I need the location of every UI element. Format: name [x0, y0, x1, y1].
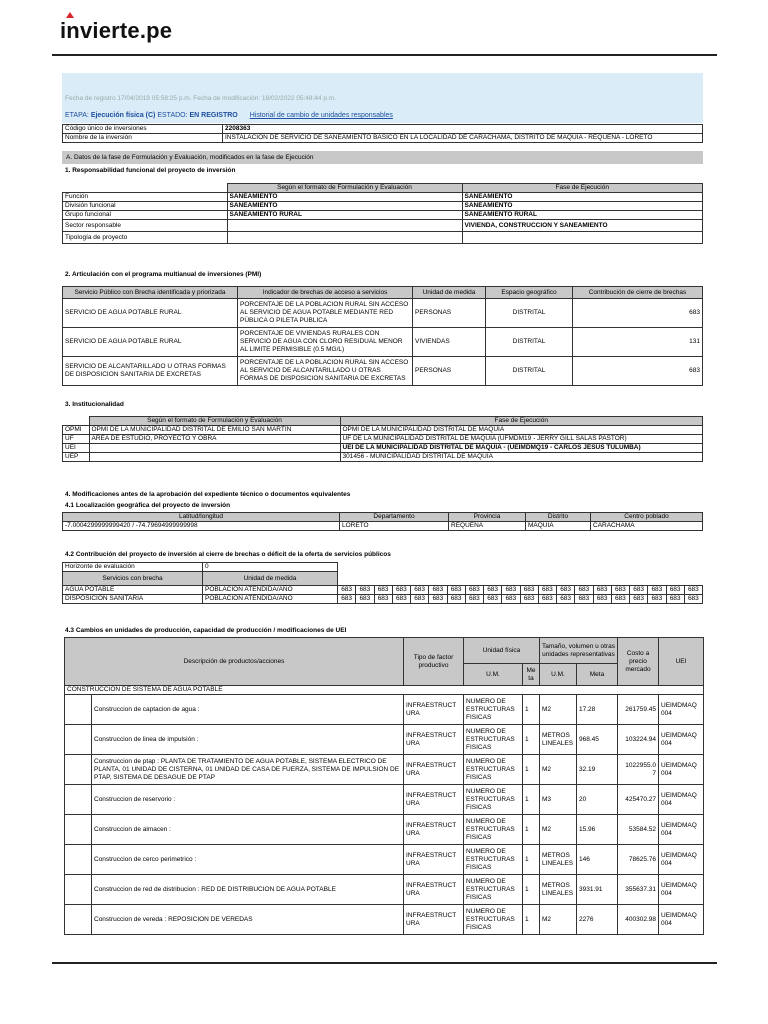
- table-row: SERVICIO DE AGUA POTABLE RURAL PORCENTAJE DE LA POBLACION RURAL SIN ACCESO AL SERVICIO DE AGUA POTABLE MEDIANTE RED PÚBLICA O PILETA PUBLICA PERSONAS DISTRITAL 683: [63, 299, 703, 328]
- brecha-value-cell: 683: [575, 595, 593, 604]
- product-row: [65, 785, 704, 815]
- status-value: EN REGISTRO: [189, 112, 238, 119]
- brecha-value-cell: 683: [575, 586, 593, 595]
- size-goal: 17.28: [577, 695, 618, 725]
- market-cost: 103224.94: [618, 725, 659, 755]
- brecha-value-cell: 683: [392, 586, 410, 595]
- gap-contribution-table: Horizonte de evaluación 0 Servicios con brecha Unidad de medida AGUA POTABLE POBLACION ATENDIDA/AÑO 683 683 683 683 683 683 683 683 683 683 683 683 683 683 683 683 683 683 683 683 DISPOSICIÓN SANITARIA POBLACION ATENDIDA/AÑO 683 683 683 683 683 683 683 683 683 683 683 683 683 683 683 683 683 683 683 683: [62, 562, 703, 604]
- location-table: Latitud/longitud Departamento Provincia Distrito Centro poblado -7.0004299999999420 / -74.79694999999998 LORETO REQUENA MAQUIA CARACHAMA: [62, 512, 703, 531]
- product-row: [65, 725, 704, 755]
- table-row: -7.0004299999999420 / -74.79694999999998 LORETO REQUENA MAQUIA CARACHAMA: [63, 522, 703, 531]
- product-row: [65, 755, 704, 785]
- top-divider: [52, 54, 717, 56]
- physical-unit: NUMERO DE ESTRUCTURAS FISICAS: [464, 755, 523, 785]
- brecha-value-cell: 683: [338, 595, 356, 604]
- market-cost: 1022955.0 7: [618, 755, 659, 785]
- functional-table: Según el formato de Formulación y Evaluación Fase de Ejecución Función SANEAMIENTO SANEAMIENTO División funcional SANEAMIENTO SANEAMIENTO Grupo funcional SANEAMIENTO RURAL SANEAMIENTO RURAL Sector responsable VIVIENDA, CONSTRUCCION Y SANEAMIENTO Tipología de proyecto: [62, 183, 703, 244]
- physical-unit: NUMERO DE ESTRUCTURAS FISICAS: [464, 845, 523, 875]
- market-cost: 261759.45: [618, 695, 659, 725]
- s2-title: 2. Articulación con el programa multianual de inversiones (PMI): [65, 271, 262, 278]
- table-row: SERVICIO DE ALCANTARILLADO U OTRAS FORMAS DE DISPOSICION SANITARIA DE EXCRETAS PORCENTAJE DE LA POBLACION RURAL SIN ACCESO AL SERVICIO DE ALCANTARILLADO U OTRAS FORMAS DE DISPOSICION SANITARIA DE EXCRETAS PERSONAS DISTRITAL 683: [63, 357, 703, 386]
- physical-unit: NUMERO DE ESTRUCTURAS FISICAS: [464, 785, 523, 815]
- brecha-value-cell: 683: [356, 595, 374, 604]
- physical-goal: 1: [523, 785, 540, 815]
- size-unit: M2: [540, 905, 577, 935]
- product-group: CONSTRUCCION DE SISTEMA DE AGUA POTABLE: [65, 686, 704, 695]
- brecha-value-cell: 683: [557, 595, 575, 604]
- physical-goal: 1: [523, 815, 540, 845]
- s42-title: 4.2 Contribución del proyecto de inversión al cierre de brechas o déficit de la oferta de servicios públicos: [65, 551, 391, 558]
- spacer: [65, 785, 92, 815]
- factor-type: INFRAESTRUCT URA: [404, 905, 464, 935]
- brecha-value-cell: 683: [666, 595, 684, 604]
- brecha-value-cell: 683: [447, 586, 465, 595]
- physical-unit: NUMERO DE ESTRUCTURAS FISICAS: [464, 695, 523, 725]
- physical-unit: NUMERO DE ESTRUCTURAS FISICAS: [464, 875, 523, 905]
- factor-type: INFRAESTRUCT URA: [404, 725, 464, 755]
- spacer: [65, 875, 92, 905]
- brecha-value-cell: 683: [429, 595, 447, 604]
- size-goal: 968.45: [577, 725, 618, 755]
- brecha-value-cell: 683: [356, 586, 374, 595]
- spacer: [65, 755, 92, 785]
- brecha-value-cell: 683: [684, 586, 702, 595]
- spacer: [65, 725, 92, 755]
- invierte-logo: invierte.pe: [60, 18, 172, 44]
- size-goal: 2276: [577, 905, 618, 935]
- brecha-value-cell: 683: [374, 586, 392, 595]
- spacer: [65, 815, 92, 845]
- s3-title: 3. Institucionalidad: [65, 401, 124, 408]
- table-row: Sector responsable VIVIENDA, CONSTRUCCION Y SANEAMIENTO: [63, 220, 703, 232]
- physical-goal: 1: [523, 875, 540, 905]
- brecha-value-cell: 683: [630, 586, 648, 595]
- market-cost: 53584.52: [618, 815, 659, 845]
- brecha-value-cell: 683: [502, 595, 520, 604]
- table-row: UEP 301456 - MUNICIPALIDAD DISTRITAL DE MAQUIA: [63, 453, 703, 462]
- product-description: Construccion de linea de impulsión :: [92, 725, 404, 755]
- factor-type: INFRAESTRUCT URA: [404, 815, 464, 845]
- brecha-value-cell: 683: [465, 586, 483, 595]
- size-unit: METROS LINEALES: [540, 875, 577, 905]
- s43-title: 4.3 Cambios en unidades de producción, capacidad de producción / modificaciones de UEI: [65, 627, 347, 634]
- uei-code: UEIMDMAQ 004: [659, 905, 704, 935]
- product-description: Construccion de vereda : REPOSICION DE VEREDAS: [92, 905, 404, 935]
- s41-title: 4.1 Localización geográfica del proyecto de inversión: [65, 502, 231, 509]
- physical-unit: NUMERO DE ESTRUCTURAS FISICAS: [464, 905, 523, 935]
- product-description: Construccion de captacion de agua :: [92, 695, 404, 725]
- brecha-value-cell: 683: [520, 586, 538, 595]
- investment-name: INSTALACION DE SERVICIO DE SANEAMIENTO BASICO EN LA LOCALIDAD DE CARACHAMA, DISTRITO DE MAQUIA - REQUENA - LORETO: [223, 134, 703, 143]
- brecha-value-cell: 683: [484, 586, 502, 595]
- table-row: SERVICIO DE AGUA POTABLE RURAL PORCENTAJE DE VIVIENDAS RURALES CON SERVICIO DE AGUA CON CLORO RESIDUAL MENOR AL LIMITE PERMISIBLE (0.5 MG/L) VIVIENDAS DISTRITAL 131: [63, 328, 703, 357]
- size-unit: M2: [540, 755, 577, 785]
- investment-code: 2208363: [223, 125, 703, 134]
- brecha-value-cell: 683: [557, 586, 575, 595]
- physical-goal: 1: [523, 695, 540, 725]
- brecha-value-cell: 683: [338, 586, 356, 595]
- market-cost: 78625.76: [618, 845, 659, 875]
- brecha-value-cell: 683: [392, 595, 410, 604]
- factor-type: INFRAESTRUCT URA: [404, 875, 464, 905]
- brecha-value-cell: 683: [374, 595, 392, 604]
- brecha-value-cell: 683: [538, 586, 556, 595]
- table-row: Función SANEAMIENTO SANEAMIENTO: [63, 193, 703, 202]
- physical-unit: NUMERO DE ESTRUCTURAS FISICAS: [464, 725, 523, 755]
- spacer: [65, 905, 92, 935]
- brecha-value-cell: 683: [447, 595, 465, 604]
- table-row: Grupo funcional SANEAMIENTO RURAL SANEAMIENTO RURAL: [63, 211, 703, 220]
- product-description: Construccion de cerco perimetrico :: [92, 845, 404, 875]
- registration-dates: Fecha de registro 17/04/2019 05:58:25 p.m. Fecha de modificación: 18/02/2022 05:48:44 p.m.: [65, 95, 337, 102]
- brecha-value-cell: 683: [648, 595, 666, 604]
- history-link[interactable]: Historial de cambio de unidades responsables: [249, 112, 393, 119]
- uei-code: UEIMDMAQ 004: [659, 695, 704, 725]
- brecha-value-cell: 683: [611, 595, 629, 604]
- brecha-value-cell: 683: [429, 586, 447, 595]
- size-goal: 3931.91: [577, 875, 618, 905]
- physical-goal: 1: [523, 845, 540, 875]
- brecha-value-cell: 683: [630, 595, 648, 604]
- physical-goal: 1: [523, 905, 540, 935]
- size-goal: 15.96: [577, 815, 618, 845]
- brecha-value-cell: 683: [484, 595, 502, 604]
- brecha-value-cell: 683: [593, 586, 611, 595]
- s4-title: 4. Modificaciones antes de la aprobación del expediente técnico o documentos equivalentes: [65, 491, 351, 498]
- brecha-value-cell: 683: [684, 595, 702, 604]
- brecha-value-cell: 683: [465, 595, 483, 604]
- table-row: Tipología de proyecto: [63, 232, 703, 244]
- market-cost: 355637.31: [618, 875, 659, 905]
- production-table: Descripción de productos/acciones Tipo de factor productivo Unidad física Tamaño, volumen u otras unidades representativas Costo a precio mercado UEI U.M. Me ta U.M. Meta CONSTRUCCION DE SISTEMA DE AGUA POTABLE Construccion de captacion de agua : INFRAESTRUCT URA NUMERO DE ESTRUCTURAS FISICAS 1 M2 17.28 261759.45 UEIMDMAQ 004 Construccion de linea de impulsión : INFRAESTRUCT URA NUMERO DE ESTRUCTURAS FISICAS 1 METROS LINEALES 968.45 103224.94 UEIMDMAQ 004 Construccion de ptap : PLANTA DE TRATAMIENTO DE AGUA POTABLE, SISTEMA ELECTRICO DE PLANTA, 01 UNIDAD DE CISTERNA, 01 UNIDAD DE CASA DE FUERZA, SISTEMA DE IMPULSION DE PTAP, SISTEMA DE DESAGUE DE PTAP INFRAESTRUCT URA NUMERO DE ESTRUCTURAS FISICAS 1 M2 32.19 1022955.0 7 UEIMDMAQ 004 Construccion de reservorio : INFRAESTRUCT URA NUMERO DE ESTRUCTURAS FISICAS 1 M3 20 425470.27 UEIMDMAQ 004 Construccion de almacen : INFRAESTRUCT URA NUMERO DE ESTRUCTURAS FISICAS 1 M2 15.96 53584.52 UEIMDMAQ 004 Construccion de cerco perimetrico : INFRAESTRUCT URA NUMERO DE ESTRUCTURAS FISICAS 1 METROS LINEALES 146 78625.76 UEIMDMAQ 004 Construccion de red de distribucion : RED DE DISTRIBUCION DE AGUA POTABLE INFRAESTRUCT URA NUMERO DE ESTRUCTURAS FISICAS 1 METROS LINEALES 3931.91 355637.31 UEIMDMAQ 004 Construccion de vereda : REPOSICION DE VEREDAS INFRAESTRUCT URA NUMERO DE ESTRUCTURAS FISICAS 1 M2 2276 400302.98 UEIMDMAQ 004: [64, 637, 704, 935]
- market-cost: 425470.27: [618, 785, 659, 815]
- brecha-value-cell: 683: [593, 595, 611, 604]
- brecha-value-cell: 683: [411, 586, 429, 595]
- uei-code: UEIMDMAQ 004: [659, 845, 704, 875]
- physical-unit: NUMERO DE ESTRUCTURAS FISICAS: [464, 815, 523, 845]
- pmi-table: Servicio Público con Brecha identificada y priorizada Indicador de brechas de acceso a servicios Unidad de medida Espacio geográfico Contribución de cierre de brechas SERVICIO DE AGUA POTABLE RURAL PORCENTAJE DE LA POBLACION RURAL SIN ACCESO AL SERVICIO DE AGUA POTABLE MEDIANTE RED PÚBLICA O PILETA PUBLICA PERSONAS DISTRITAL 683 SERVICIO DE AGUA POTABLE RURAL PORCENTAJE DE VIVIENDAS RURALES CON SERVICIO DE AGUA CON CLORO RESIDUAL MENOR AL LIMITE PERMISIBLE (0.5 MG/L) VIVIENDAS DISTRITAL 131 SERVICIO DE ALCANTARILLADO U OTRAS FORMAS DE DISPOSICION SANITARIA DE EXCRETAS PORCENTAJE DE LA POBLACION RURAL SIN ACCESO AL SERVICIO DE ALCANTARILLADO U OTRAS FORMAS DE DISPOSICION SANITARIA DE EXCRETAS PERSONAS DISTRITAL 683: [62, 286, 703, 386]
- brecha-value-cell: 683: [411, 595, 429, 604]
- size-unit: METROS LINEALES: [540, 845, 577, 875]
- table-row: DISPOSICIÓN SANITARIA POBLACION ATENDIDA/AÑO 683 683 683 683 683 683 683 683 683 683 683 683 683 683 683 683 683 683 683 683: [63, 595, 703, 604]
- institutional-table: Según el formato de Formulación y Evaluación Fase de Ejecución OPMI OPMI DE LA MUNICIPALIDAD DISTRITAL DE EMILIO SAN MARTIN OPMI DE LA MUNICIPALIDAD DISTRITAL DE MAQUIA UF AREA DE ESTUDIO, PROYECTO Y OBRA UF DE LA MUNICIPALIDAD DISTRITAL DE MAQUIA (UFMDM19 - JERRY GILL SALAS PASTOR) UEI UEI DE LA MUNICIPALIDAD DISTRITAL DE MAQUIA - (UEIMDMQ19 - CARLOS JESUS TULUMBA) UEP 301456 - MUNICIPALIDAD DISTRITAL DE MAQUIA: [62, 416, 703, 462]
- size-goal: 20: [577, 785, 618, 815]
- brecha-value-cell: 683: [611, 586, 629, 595]
- uei-code: UEIMDMAQ 004: [659, 815, 704, 845]
- section-a-title: A. Datos de la fase de Formulación y Evaluación, modificados en la fase de Ejecución: [62, 151, 703, 164]
- brecha-value-cell: 683: [648, 586, 666, 595]
- size-unit: M2: [540, 815, 577, 845]
- product-row: [65, 815, 704, 845]
- physical-goal: 1: [523, 725, 540, 755]
- physical-goal: 1: [523, 755, 540, 785]
- logo-arrow-icon: [66, 12, 74, 18]
- s1-title: 1. Responsabilidad funcional del proyecto de inversión: [65, 167, 236, 174]
- product-row: [65, 875, 704, 905]
- size-unit: M3: [540, 785, 577, 815]
- product-row: [65, 695, 704, 725]
- uei-code: UEIMDMAQ 004: [659, 755, 704, 785]
- spacer: [65, 695, 92, 725]
- investment-info-table: Código único de inversiones 2208363 Nombre de la inversión INSTALACION DE SERVICIO DE SANEAMIENTO BASICO EN LA LOCALIDAD DE CARACHAMA, DISTRITO DE MAQUIA - REQUENA - LORETO: [62, 124, 703, 143]
- size-goal: 146: [577, 845, 618, 875]
- uei-code: UEIMDMAQ 004: [659, 785, 704, 815]
- market-cost: 400302.98: [618, 905, 659, 935]
- product-description: Construccion de ptap : PLANTA DE TRATAMIENTO DE AGUA POTABLE, SISTEMA ELECTRICO DE PLANTA, 01 UNIDAD DE CISTERNA, 01 UNIDAD DE CASA DE FUERZA, SISTEMA DE IMPULSION DE PTAP, SISTEMA DE DESAGUE DE PTAP: [92, 755, 404, 785]
- brecha-value-cell: 683: [502, 586, 520, 595]
- brecha-value-cell: 683: [538, 595, 556, 604]
- size-unit: METROS LINEALES: [540, 725, 577, 755]
- spacer: [65, 845, 92, 875]
- table-row: UF AREA DE ESTUDIO, PROYECTO Y OBRA UF DE LA MUNICIPALIDAD DISTRITAL DE MAQUIA (UFMDM19 - JERRY GILL SALAS PASTOR): [63, 435, 703, 444]
- table-row: AGUA POTABLE POBLACION ATENDIDA/AÑO 683 683 683 683 683 683 683 683 683 683 683 683 683 683 683 683 683 683 683 683: [63, 586, 703, 595]
- factor-type: INFRAESTRUCT URA: [404, 785, 464, 815]
- table-row: UEI UEI DE LA MUNICIPALIDAD DISTRITAL DE MAQUIA - (UEIMDMQ19 - CARLOS JESUS TULUMBA): [63, 444, 703, 453]
- product-description: Construccion de red de distribucion : RED DE DISTRIBUCION DE AGUA POTABLE: [92, 875, 404, 905]
- bottom-divider: [52, 962, 717, 964]
- table-row: OPMI OPMI DE LA MUNICIPALIDAD DISTRITAL DE EMILIO SAN MARTIN OPMI DE LA MUNICIPALIDAD DISTRITAL DE MAQUIA: [63, 426, 703, 435]
- product-description: Construccion de reservorio :: [92, 785, 404, 815]
- brecha-value-cell: 683: [520, 595, 538, 604]
- factor-type: INFRAESTRUCT URA: [404, 755, 464, 785]
- stage-value: Ejecución física (C): [90, 112, 156, 119]
- stage-line: ETAPA: Ejecución física (C) ESTADO: EN REGISTRO Historial de cambio de unidades responsables: [65, 112, 393, 119]
- size-unit: M2: [540, 695, 577, 725]
- product-description: Construccion de almacen :: [92, 815, 404, 845]
- factor-type: INFRAESTRUCT URA: [404, 695, 464, 725]
- product-row: [65, 845, 704, 875]
- product-row: [65, 905, 704, 935]
- size-goal: 32.19: [577, 755, 618, 785]
- uei-code: UEIMDMAQ 004: [659, 725, 704, 755]
- brecha-value-cell: 683: [666, 586, 684, 595]
- table-row: División funcional SANEAMIENTO SANEAMIENTO: [63, 202, 703, 211]
- factor-type: INFRAESTRUCT URA: [404, 845, 464, 875]
- uei-code: UEIMDMAQ 004: [659, 875, 704, 905]
